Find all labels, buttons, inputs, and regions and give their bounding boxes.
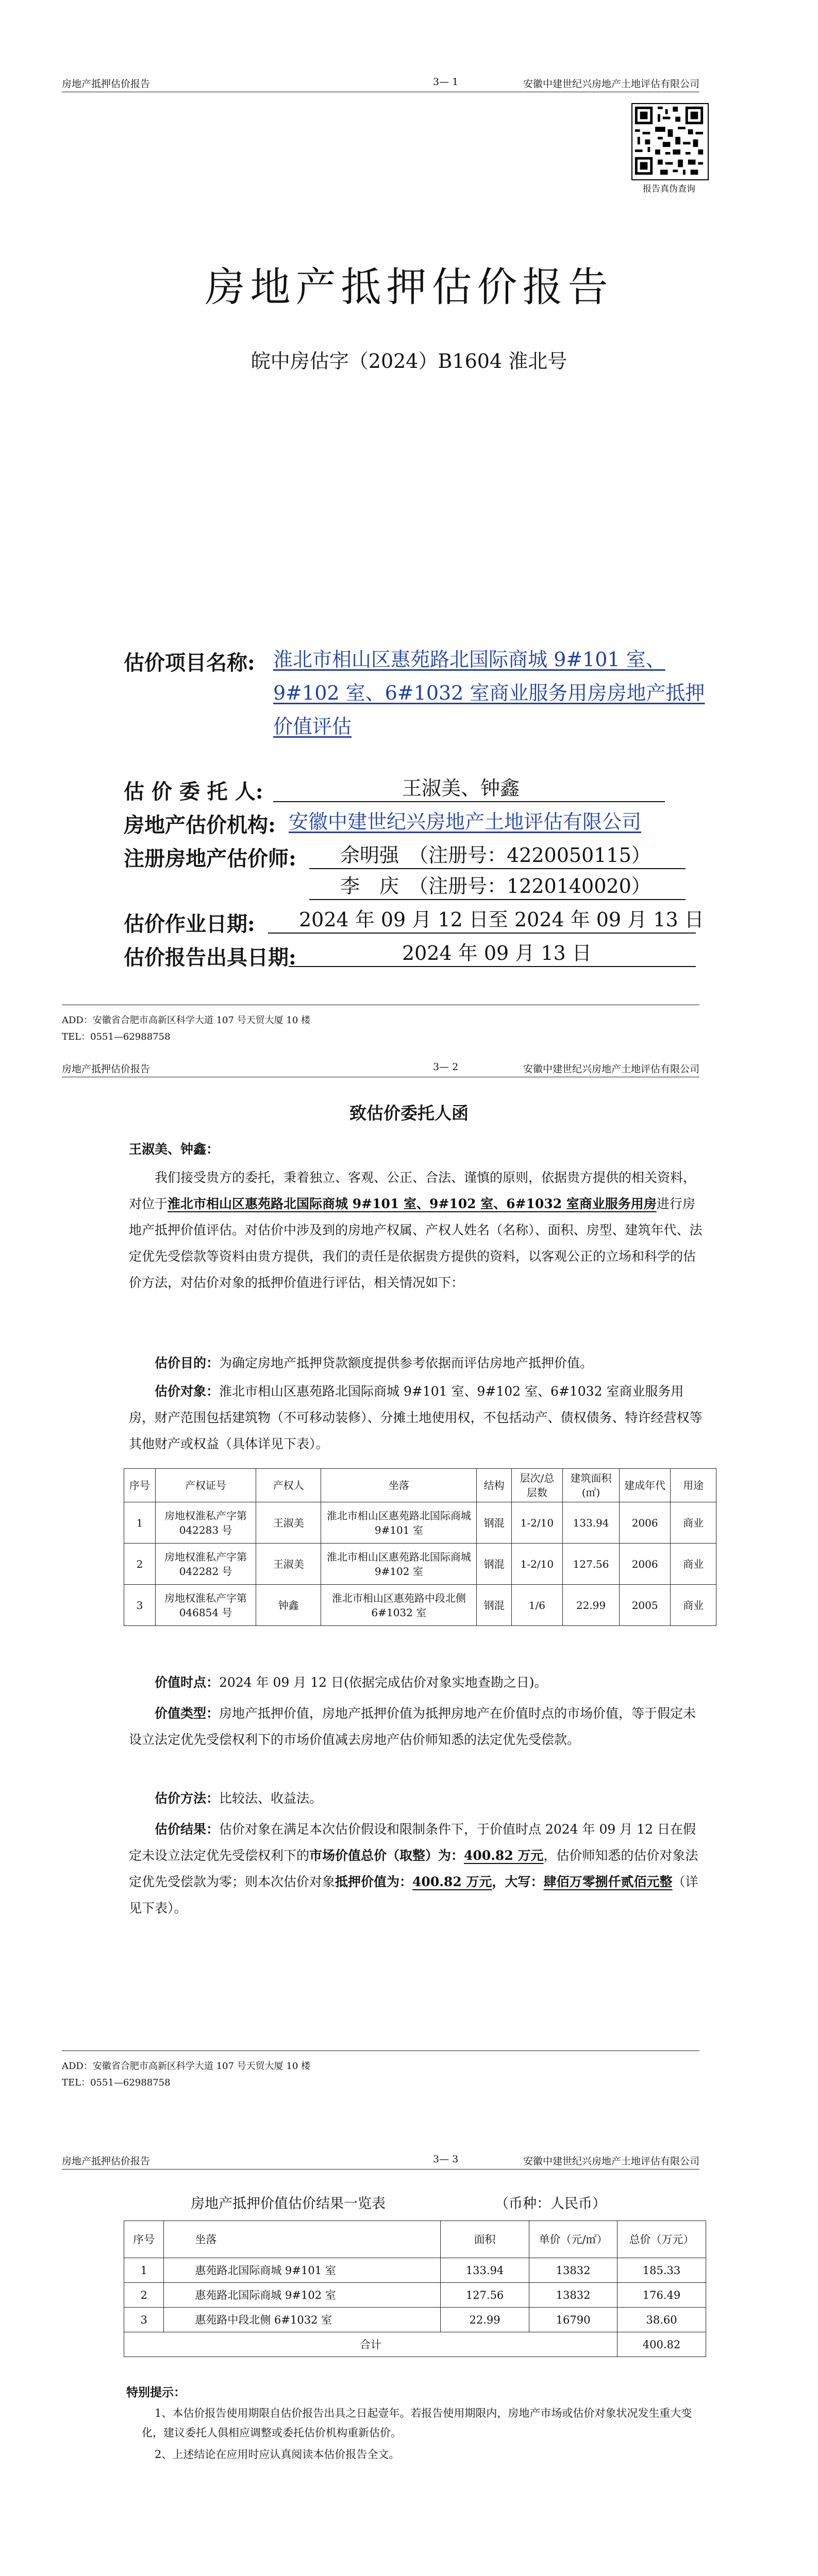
table-row	[124, 1585, 716, 1626]
table-row	[124, 2283, 706, 2308]
footer-address: ADD：安徽省合肥市高新区科学大道 107 号天贸大厦 10 楼	[62, 1015, 311, 1026]
table-cell: 22.99	[563, 1585, 620, 1626]
page-footer	[62, 1005, 699, 1045]
intro-text-c: 进行房地产抵押价值评估。对估价中涉及到的房地产权属、产权人姓名（名称）、面积、房型、建筑年代、法定优先受偿款等资料由贵方提供，我们的责任是依据贵方提供的资料，以客观公正的立场和科学的估价方法，对估价对象的抵押价值进行评估，相关情况如下：	[129, 1196, 703, 1290]
col-header: 单价（元/㎡）	[529, 2221, 617, 2258]
result-label: 估价结果：	[155, 1822, 220, 1837]
table-cell: 185.33	[617, 2258, 706, 2283]
object-label: 估价对象：	[155, 1384, 220, 1399]
table-cell: 钢混	[477, 1585, 511, 1626]
table-cell: 淮北市相山区惠苑路北国际商城 9#102 室	[321, 1544, 477, 1585]
table-cell: 38.60	[617, 2308, 706, 2332]
note-1: 1、本估价报告使用期限自估价报告出具之日起壹年。若报告使用期限内，房地产市场或估价对象状况发生重大变化，建议委托人俱相应调整或委托估价机构重新估价。	[142, 2407, 692, 2439]
notes-title: 特别提示：	[126, 2385, 186, 2399]
table-cell: 淮北市相山区惠苑路中段北侧 6#1032 室	[321, 1585, 477, 1626]
page-header	[62, 1061, 699, 1077]
table-row	[124, 2258, 706, 2283]
table-cell: 钢混	[477, 1544, 511, 1585]
table-cell: 127.56	[441, 2283, 529, 2308]
work-date-label: 估价作业日期:	[124, 912, 255, 936]
qr-caption: 报告真伪查询	[643, 184, 695, 194]
intro-property: 淮北市相山区惠苑路北国际商城 9#101 室、9#102 室、6#1032 室商业服务用房	[168, 1196, 657, 1211]
table-cell: 2006	[620, 1544, 671, 1585]
col-header: 建成年代	[620, 1469, 671, 1502]
agency-label: 房地产估价机构:	[124, 813, 276, 837]
col-header: 结构	[477, 1469, 511, 1502]
intro-paragraph	[129, 1164, 706, 1296]
total-row	[124, 2332, 706, 2357]
uppercase-label: ，大写：	[492, 1874, 544, 1889]
mortgage-value: 400.82 万元	[412, 1874, 492, 1889]
table-cell: 1	[124, 2258, 164, 2283]
col-header: 面积	[441, 2221, 529, 2258]
col-header: 序号	[124, 1469, 156, 1502]
table-cell: 房地权淮私产字第 042283 号	[155, 1502, 256, 1544]
col-header: 坐落	[321, 1469, 477, 1502]
appraiser-1: 余明强 （注册号：4220050115）	[340, 844, 651, 867]
table-cell: 13832	[529, 2283, 617, 2308]
total-value: 400.82	[617, 2332, 706, 2357]
table-cell: 钟鑫	[256, 1585, 321, 1626]
client-value: 王淑美、钟鑫	[402, 777, 520, 800]
method-paragraph	[129, 1785, 706, 1811]
object-text: 淮北市相山区惠苑路北国际商城 9#101 室、9#102 室、6#1032 室商业服务用房，财产范围包括建筑物（不可移动装修）、分摊土地使用权，不包括动产、债权债务、特许经营权等其他财产或权益（具体详见下表）。	[129, 1384, 703, 1451]
letter-title: 致估价委托人函	[349, 1103, 469, 1123]
table-cell: 2	[124, 2283, 164, 2308]
result-text: ，估价师知悉的估价对象法定优先受偿款为零；则本次估价对象	[129, 1848, 698, 1889]
table-cell: 商业	[671, 1502, 716, 1544]
value-date-label: 价值时点：	[155, 1675, 220, 1690]
cover-page	[0, 0, 818, 1054]
header-right: 安徽中建世纪兴房地产土地评估有限公司	[523, 2156, 699, 2167]
col-header: 总价（万元）	[617, 2221, 706, 2258]
client-label: 估 价 委 托 人:	[124, 779, 263, 804]
header-left: 房地产抵押估价报告	[62, 2156, 151, 2167]
page-header	[62, 76, 699, 92]
header-left: 房地产抵押估价报告	[62, 78, 151, 90]
col-header: 产权人	[256, 1469, 321, 1502]
purpose-text: 为确定房地产抵押贷款额度提供参考依据而评估房地产抵押价值。	[219, 1355, 593, 1370]
report-date-value: 2024 年 09 月 13 日	[402, 942, 592, 964]
col-header: 产权证号	[155, 1469, 256, 1502]
results-page	[0, 2146, 818, 2576]
table-cell: 王淑美	[256, 1544, 321, 1585]
col-header: 序号	[124, 2221, 164, 2258]
table-cell: 127.56	[563, 1544, 620, 1585]
project-name-line1: 淮北市相山区惠苑路北国际商城 9#101 室、	[273, 648, 665, 671]
object-table	[124, 1468, 716, 1626]
header-page-number: 3— 3	[433, 2154, 459, 2165]
result-paragraph	[129, 1816, 706, 1921]
table-cell: 惠苑路北国际商城 9#102 室	[164, 2283, 441, 2308]
purpose-label: 估价目的：	[155, 1355, 220, 1370]
note-2: 2、上述结论在应用时应认真阅读本估价报告全文。	[155, 2448, 400, 2461]
col-header: 建筑面积(㎡)	[563, 1469, 620, 1502]
report-title: 房地产抵押估价报告	[205, 264, 613, 311]
appraiser-label: 注册房地产估价师:	[124, 846, 296, 871]
letter-page	[0, 1054, 818, 2146]
table-cell: 房地权淮私产字第 042282 号	[155, 1544, 256, 1585]
table-row	[124, 1544, 716, 1585]
table-cell: 1	[124, 1502, 156, 1544]
table-row	[124, 2308, 706, 2332]
value-date-text: 2024 年 09 月 12 日(依据完成估价对象实地查勘之日)。	[219, 1675, 547, 1690]
method-text: 比较法、收益法。	[219, 1791, 323, 1806]
col-header: 用途	[671, 1469, 716, 1502]
table-cell: 2006	[620, 1502, 671, 1544]
market-value: 400.82 万元	[464, 1848, 544, 1863]
results-currency: （币种：人民币）	[495, 2196, 606, 2212]
table-cell: 钢混	[477, 1502, 511, 1544]
table-cell: 1-2/10	[511, 1544, 562, 1585]
project-name-line2: 9#102 室、6#1032 室商业服务用房房地产抵押	[273, 682, 705, 704]
table-cell: 3	[124, 2308, 164, 2332]
mortgage-value-label: 抵押价值为：	[335, 1874, 413, 1889]
header-left: 房地产抵押估价报告	[62, 1063, 151, 1075]
intro-text-a: 我们接受贵方的委托，秉着独立、客观、公正、合法、谨慎的原则，依据贵方提供的相关资料，对位于	[129, 1170, 696, 1211]
purpose-paragraph	[129, 1350, 706, 1376]
qr-code-icon[interactable]	[631, 103, 709, 180]
table-cell: 惠苑路北国际商城 9#101 室	[164, 2258, 441, 2283]
results-table-header	[124, 2221, 706, 2258]
page-header	[62, 2154, 699, 2170]
table-cell: 惠苑路中段北侧 6#1032 室	[164, 2308, 441, 2332]
footer-address: ADD：安徽省合肥市高新区科学大道 107 号天贸大厦 10 楼	[62, 2061, 311, 2072]
report-date-label: 估价报告出具日期:	[124, 945, 296, 970]
table-cell: 133.94	[441, 2258, 529, 2283]
project-name-label: 估价项目名称:	[124, 651, 255, 675]
table-cell: 房地权淮私产字第 046854 号	[155, 1585, 256, 1626]
table-cell: 王淑美	[256, 1502, 321, 1544]
result-text: （详见下表）。	[129, 1874, 698, 1916]
results-table	[124, 2221, 706, 2357]
agency-value: 安徽中建世纪兴房地产土地评估有限公司	[289, 810, 642, 833]
table-cell: 1/6	[511, 1585, 562, 1626]
table-cell: 13832	[529, 2258, 617, 2283]
object-paragraph	[129, 1378, 706, 1457]
mortgage-value-uppercase: 肆佰万零捌仟贰佰元整	[543, 1874, 673, 1889]
value-date-paragraph	[129, 1669, 706, 1696]
value-type-paragraph	[129, 1700, 706, 1753]
page-footer	[62, 2050, 699, 2091]
col-header: 坐落	[164, 2221, 441, 2258]
appraiser-2: 李 庆 （注册号：1220140020）	[340, 875, 651, 897]
table-cell: 1-2/10	[511, 1502, 562, 1544]
value-type-text: 房地产抵押价值，房地产抵押价值为抵押房地产在价值时点的市场价值，等于假定未设立法定优先受偿权利下的市场价值减去房地产估价师知悉的法定优先受偿款。	[129, 1706, 696, 1747]
table-cell: 2005	[620, 1585, 671, 1626]
report-number: 皖中房估字（2024）B1604 淮北号	[251, 350, 567, 372]
table-cell: 176.49	[617, 2283, 706, 2308]
result-text: 估价对象在满足本次估价假设和限制条件下，于价值时点 2024 年 09 月 12 日在假定未设立法定优先受偿权利下的	[129, 1822, 696, 1863]
header-right: 安徽中建世纪兴房地产土地评估有限公司	[523, 1063, 699, 1075]
table-cell: 商业	[671, 1544, 716, 1585]
table-cell: 16790	[529, 2308, 617, 2332]
table-cell: 商业	[671, 1585, 716, 1626]
header-page-number: 3— 2	[433, 1061, 459, 1073]
results-table-title: 房地产抵押价值估价结果一览表	[191, 2196, 386, 2212]
footer-tel: TEL：0551—62988758	[62, 1031, 171, 1042]
value-type-label: 价值类型：	[155, 1706, 220, 1721]
table-cell: 淮北市相山区惠苑路北国际商城 9#101 室	[321, 1502, 477, 1544]
table-row	[124, 1502, 716, 1544]
work-date-value: 2024 年 09 月 12 日至 2024 年 09 月 13 日	[299, 908, 704, 931]
footer-tel: TEL：0551—62988758	[62, 2077, 171, 2088]
col-header: 层次/总层数	[511, 1469, 562, 1502]
header-page-number: 3— 1	[433, 76, 459, 88]
table-cell: 22.99	[441, 2308, 529, 2332]
table-cell: 133.94	[563, 1502, 620, 1544]
table-cell: 2	[124, 1544, 156, 1585]
total-label: 合计	[124, 2332, 617, 2357]
object-table-header	[124, 1469, 716, 1502]
project-name-line3: 价值评估	[273, 715, 352, 738]
market-value-label: 市场价值总价（取整）为：	[309, 1848, 464, 1863]
method-label: 估价方法：	[155, 1791, 220, 1806]
salutation: 王淑美、钟鑫：	[129, 1142, 220, 1157]
table-cell: 3	[124, 1585, 156, 1626]
header-right: 安徽中建世纪兴房地产土地评估有限公司	[523, 78, 699, 90]
